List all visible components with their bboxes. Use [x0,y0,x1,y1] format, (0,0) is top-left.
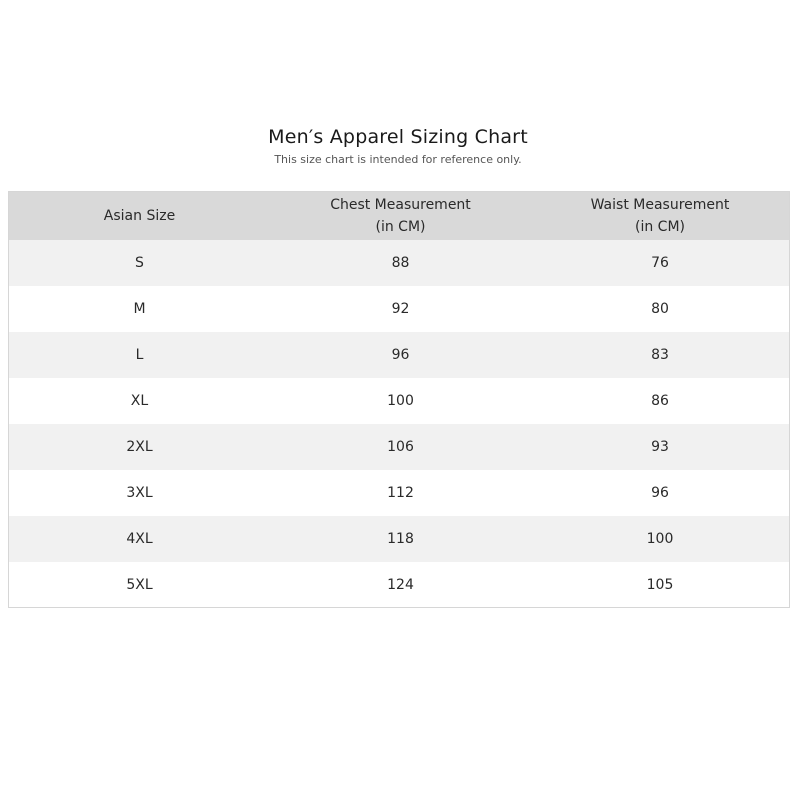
chest-cell: 92 [391,301,410,317]
waist-cell: 86 [651,393,669,409]
table-row [9,470,789,516]
chest-cell: 88 [391,255,410,271]
header-chest-label: Chest Measurement [330,197,471,213]
size-cell: M [133,301,146,317]
header-waist-label: Waist Measurement [590,197,730,213]
waist-cell: 105 [646,576,674,593]
chart-title: Men′s Apparel Sizing Chart [268,126,528,148]
chest-cell: 100 [387,393,414,409]
size-cell: XL [130,393,149,409]
table-row [9,332,789,378]
table-row [9,516,789,562]
waist-cell: 96 [651,485,669,501]
waist-cell: 80 [651,301,669,317]
table-row [9,424,789,470]
table-row [9,286,789,332]
header-asian-size [9,192,270,240]
table-header-row [9,192,789,240]
chest-cell: 118 [387,531,414,547]
sizing-table [8,191,790,608]
waist-cell: 100 [646,531,674,547]
waist-cell: 76 [651,255,669,271]
size-cell: S [135,255,144,271]
waist-cell: 83 [651,347,669,363]
chest-cell: 106 [387,439,414,455]
size-cell: 5XL [126,576,153,593]
size-cell: 2XL [126,439,153,455]
header-waist-measurement [531,192,789,240]
chest-cell: 112 [387,485,414,501]
table-row [9,240,789,286]
header-chest-unit: (in CM) [375,219,426,235]
table-row [9,378,789,424]
header-chest-measurement [270,192,531,240]
size-cell: 4XL [126,531,153,547]
size-cell: 3XL [126,485,153,501]
chest-cell: 124 [387,576,414,593]
table-row [9,562,789,607]
waist-cell: 93 [651,439,669,455]
chest-cell: 96 [391,347,410,363]
size-cell: L [135,347,144,363]
header-waist-unit: (in CM) [635,219,685,235]
header-asian-size-label: Asian Size [103,208,176,224]
chart-subtitle: This size chart is intended for reference only. [274,153,522,166]
